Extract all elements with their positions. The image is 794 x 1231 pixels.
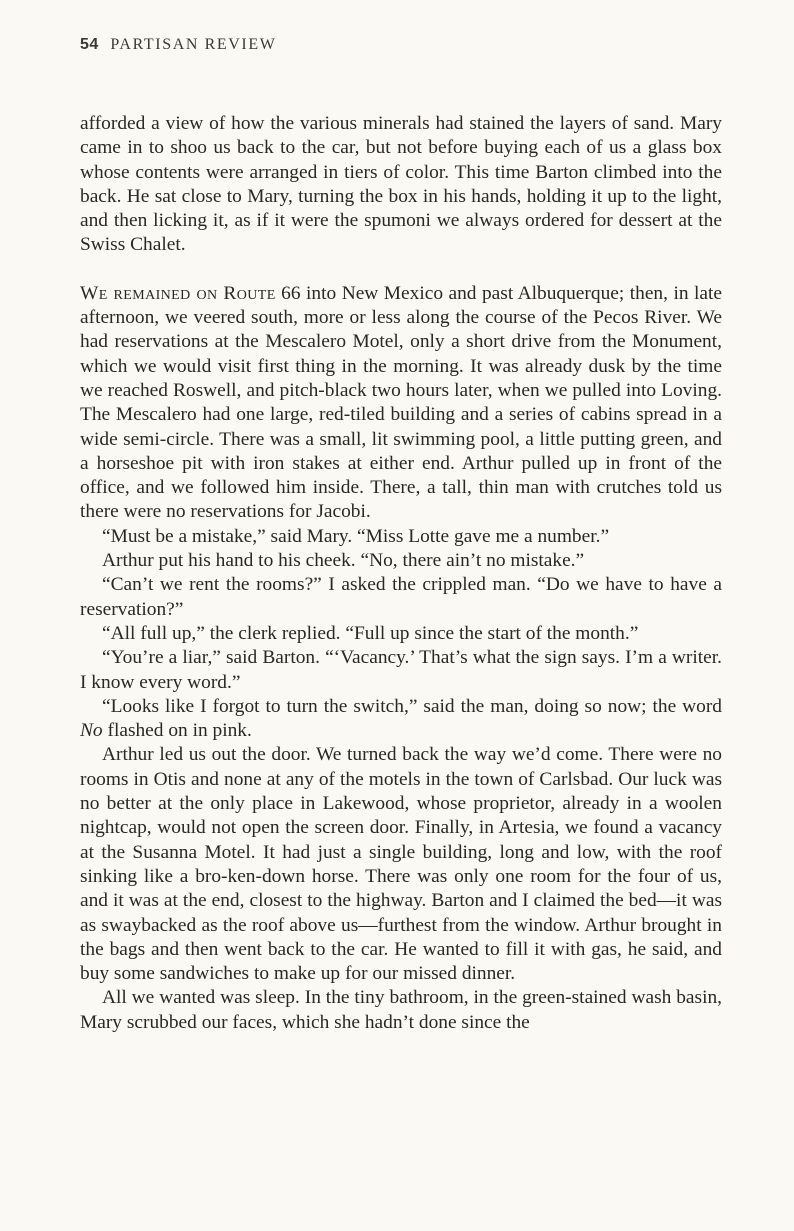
- dialogue-paragraph: “Must be a mistake,” said Mary. “Miss Lotte gave me a number.”: [102, 525, 610, 547]
- small-caps-lead: We remained on: [80, 282, 224, 304]
- section-start-paragraph: [80, 282, 722, 525]
- journal-title: PARTISAN REVIEW: [110, 36, 277, 53]
- paragraph: Arthur put his hand to his cheek. “No, there ain’t no mistake.”: [102, 550, 585, 572]
- italic-word: No: [80, 720, 103, 742]
- page-number: 54: [80, 36, 99, 53]
- body-text: [80, 112, 722, 1035]
- running-head: [80, 36, 276, 54]
- paragraph: afforded a view of how the various minerals had stained the layers of sand. Mary came in to shoo us back to the car, but not before buying each of us a glass box whose contents were arranged in tiers of color. This time Barton climbed into the back. He sat close to Mary, turning the box in his hands, holding it up to the light, and then licking it, as if it were the spumoni we always ordered for dessert at the Swiss Chalet.: [80, 113, 722, 256]
- paragraph-body: 66 into New Mexico and past Albuquerque; then, in late afternoon, we veered south, more or less along the course of the Pecos River. We had reservations at the Mescalero Motel, only a short drive from the Monument, which we would visit first thing in the morning. It was already dusk by the time we reached Roswell, and pitch-black two hours later, when we pulled into Loving. The Mescalero had one large, red-tiled building and a series of cabins spread in a wide semi-circle. There was a small, lit swimming pool, a little putting green, and a horseshoe pit with iron stakes at either end. Arthur pulled up in front of the office, and we followed him inside. There, a tall, thin man with crutches told us there were no reservations for Jacobi.: [80, 282, 723, 523]
- text-before: “Looks like I forgot to turn the switch,” said the man, doing so now; the word: [102, 695, 722, 717]
- dialogue-paragraph: “Can’t we rent the rooms?” I asked the crippled man. “Do we have to have a reservation?”: [80, 574, 722, 620]
- dialogue-paragraph: [80, 695, 722, 744]
- paragraph: Arthur led us out the door. We turned back the way we’d come. There were no rooms in Otis and none at any of the motels in the town of Carlsbad. Our luck was no better at the only place in Lakewood, whose proprietor, already in a woolen nightcap, would not open the screen door. Finally, in Artesia, we found a vacancy at the Susanna Motel. It had just a single building, long and low, with the roof sinking like a bro-ken-down horse. There was only one room for the four of us, and it was at the end, closest to the highway. Barton and I claimed the bed—it was as swaybacked as the roof above us—furthest from the window. Arthur brought in the bags and then went back to the car. He wanted to fill it with gas, he said, and buy some sandwiches to make up for our missed dinner.: [80, 744, 722, 985]
- text-after: flashed on in pink.: [102, 720, 252, 742]
- small-caps-lead-route: Route: [223, 282, 276, 304]
- dialogue-paragraph: “All full up,” the clerk replied. “Full up since the start of the month.”: [102, 622, 639, 644]
- paragraph: All we wanted was sleep. In the tiny bathroom, in the green-stained wash basin, Mary scrubbed our faces, which she hadn’t done since the: [80, 987, 722, 1033]
- dialogue-paragraph: “You’re a liar,” said Barton. “‘Vacancy.’ That’s what the sign says. I’m a writer. I know every word.”: [80, 647, 722, 693]
